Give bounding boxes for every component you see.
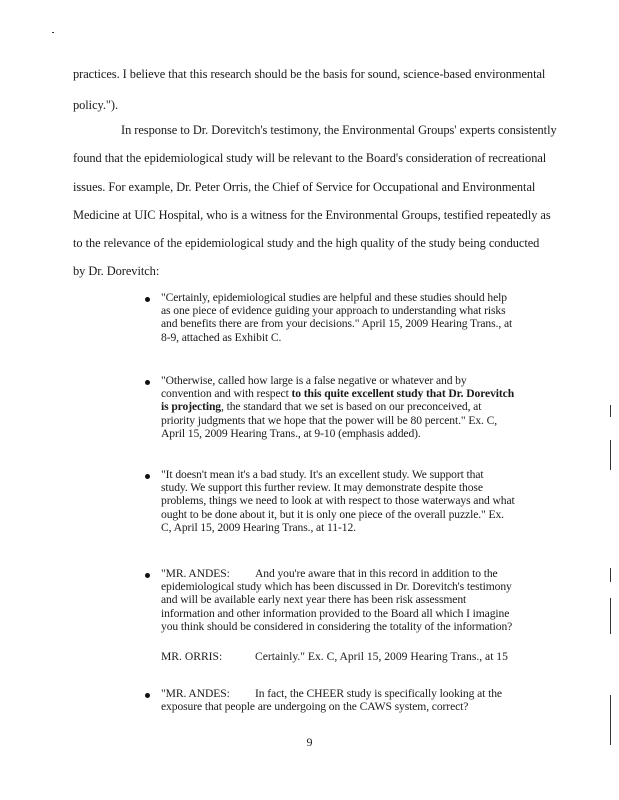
quote-line: [161, 567, 551, 580]
body-text-line: by Dr. Dorevitch:: [73, 264, 160, 278]
body-text-line: practices. I believe that this research should be the basis for sound, science-based environmental: [73, 67, 546, 81]
bullet-marker: [145, 474, 150, 479]
bullet-marker: [145, 380, 150, 385]
quote-line: C, April 15, 2009 Hearing Trans., at 11-12.: [161, 520, 356, 534]
quote-text: In fact, the CHEER study is specifically looking at the: [255, 687, 502, 700]
quote-line: information and other information provided to the Board all which I imagine: [161, 606, 510, 620]
body-text-line: issues. For example, Dr. Peter Orris, the Chief of Service for Occupational and Environmental: [73, 180, 536, 194]
body-text-line: found that the epidemiological study will be relevant to the Board's consideration of recreational: [73, 151, 547, 165]
quote-line: ought to be done about it, but it is only one piece of the overall puzzle." Ex.: [161, 507, 504, 521]
answer-text: Certainly." Ex. C, April 15, 2009 Hearing Trans., at 15: [255, 650, 508, 663]
quote-text: And you're aware that in this record in addition to the: [255, 567, 498, 580]
speaker-label: MR. ORRIS:: [161, 650, 223, 663]
quote-bullet: [161, 374, 551, 440]
quote-line: [161, 687, 551, 700]
quote-line: priority judgments that we hope that the power will be 80 percent." Ex. C,: [161, 413, 498, 427]
page-number: 9: [306, 735, 313, 749]
quote-text: convention and with respect: [161, 387, 292, 401]
quote-line: problems, things we need to look at with respect to those waterways and what: [161, 494, 515, 508]
emphasis-text: to this quite excellent study that Dr. Dorevitch: [291, 387, 515, 401]
body-text-line: Medicine at UIC Hospital, who is a witness for the Environmental Groups, testified repeatedly as: [73, 208, 551, 222]
scan-artifact: [52, 32, 54, 33]
answer-line: [161, 650, 508, 664]
quote-line: you think should be considered in considering the totality of the information?: [161, 619, 513, 633]
quote-line: epidemiological study which has been discussed in Dr. Dorevitch's testimony: [161, 580, 512, 594]
bullet-marker: [145, 693, 150, 698]
quote-line: study. We support this further review. It may demonstrate despite those: [161, 481, 483, 495]
speaker-label: "MR. ANDES:: [161, 567, 230, 580]
quote-bullet: [161, 468, 551, 534]
quote-line: [161, 400, 551, 413]
quote-bullet: [161, 291, 551, 344]
quote-line: as one piece of evidence guiding your approach to understanding what risks: [161, 304, 506, 318]
quote-line: "Otherwise, called how large is a false negative or whatever and by: [161, 374, 467, 387]
quote-bullet: [161, 687, 551, 713]
scan-artifact: [610, 440, 611, 470]
bullet-marker: [145, 297, 150, 302]
quote-line: "It doesn't mean it's a bad study. It's an excellent study. We support that: [161, 468, 484, 481]
speaker-label: "MR. ANDES:: [161, 687, 230, 700]
body-text-line: policy.").: [73, 98, 119, 112]
quote-line: and benefits there are from your decisions." April 15, 2009 Hearing Trans., at: [161, 317, 513, 331]
quote-line: April 15, 2009 Hearing Trans., at 9-10 (emphasis added).: [161, 426, 421, 440]
quote-text: , the standard that we set is based on our preconceived, at: [221, 400, 482, 414]
body-text-line: to the relevance of the epidemiological study and the high quality of the study being conducted: [73, 236, 540, 250]
quote-line: "Certainly, epidemiological studies are helpful and these studies should help: [161, 291, 507, 304]
quote-line: [161, 387, 551, 400]
scan-artifact: [610, 598, 611, 634]
scan-artifact: [610, 568, 611, 582]
body-text-line: In response to Dr. Dorevitch's testimony, the Environmental Groups' experts consistently: [121, 123, 557, 137]
emphasis-text: is projecting: [161, 400, 221, 414]
quote-line: exposure that people are undergoing on the CAWS system, correct?: [161, 700, 469, 714]
quote-line: and will be available early next year there has been risk assessment: [161, 593, 467, 607]
quote-line: 8-9, attached as Exhibit C.: [161, 330, 282, 344]
quote-bullet: [161, 567, 551, 633]
scan-artifact: [610, 405, 611, 417]
bullet-marker: [145, 573, 150, 578]
scan-artifact: [610, 695, 611, 745]
